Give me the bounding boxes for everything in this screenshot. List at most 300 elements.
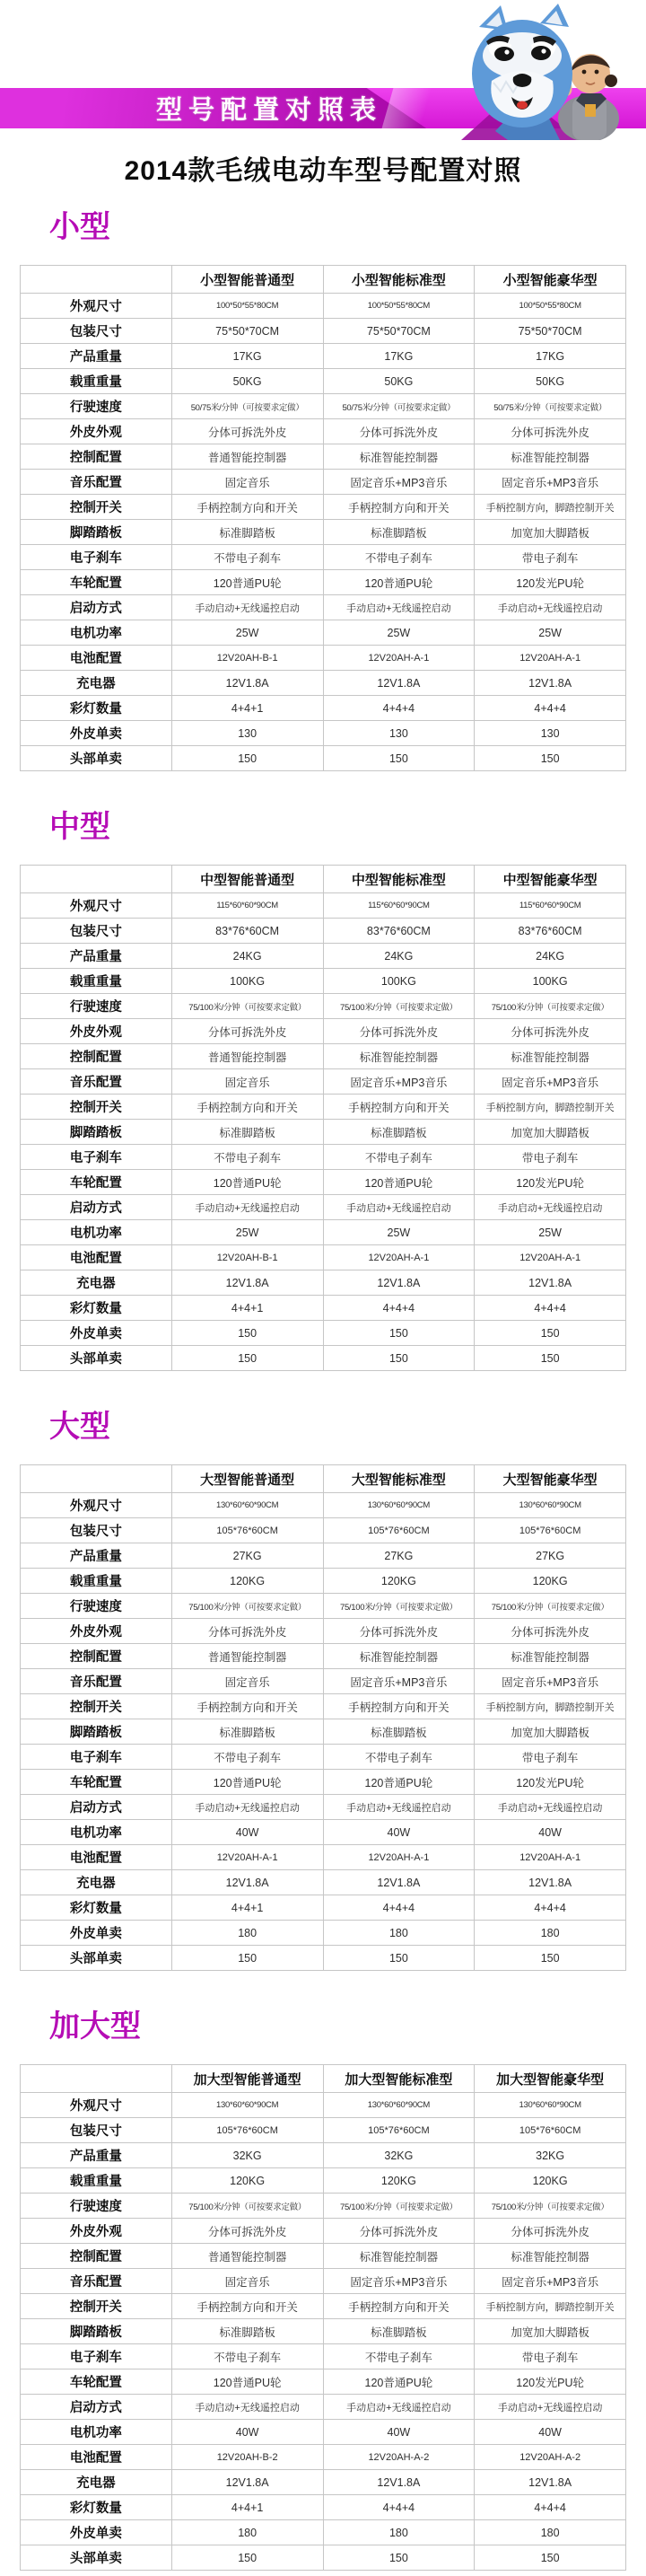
table-row bbox=[21, 919, 626, 944]
table-row bbox=[21, 1270, 626, 1296]
spec-cell: 130*60*60*90CM bbox=[475, 2093, 626, 2118]
spec-cell: 40W bbox=[475, 1820, 626, 1845]
spec-row-label: 外皮单卖 bbox=[21, 1921, 172, 1946]
model-column-header: 中型智能普通型 bbox=[171, 866, 323, 893]
table-row bbox=[21, 495, 626, 520]
table-row bbox=[21, 545, 626, 570]
spec-cell: 分体可拆洗外皮 bbox=[323, 2219, 475, 2244]
spec-cell: 100*50*55*80CM bbox=[171, 294, 323, 319]
spec-cell: 普通智能控制器 bbox=[171, 2244, 323, 2269]
spec-cell: 105*76*60CM bbox=[323, 1518, 475, 1543]
table-row bbox=[21, 2520, 626, 2545]
spec-cell: 12V20AH-A-1 bbox=[475, 1845, 626, 1870]
spec-row-label: 脚踏踏板 bbox=[21, 1719, 172, 1745]
spec-cell: 分体可拆洗外皮 bbox=[323, 1619, 475, 1644]
spec-row-label: 外皮单卖 bbox=[21, 721, 172, 746]
table-row bbox=[21, 520, 626, 545]
model-column-header: 大型智能豪华型 bbox=[475, 1465, 626, 1493]
model-column-header: 小型智能标准型 bbox=[323, 266, 475, 294]
spec-cell: 120KG bbox=[171, 1569, 323, 1594]
spec-row-label: 控制开关 bbox=[21, 1694, 172, 1719]
spec-row-label: 外观尺寸 bbox=[21, 294, 172, 319]
spec-cell: 12V1.8A bbox=[171, 671, 323, 696]
spec-cell: 75/100米/分钟（可按要求定做） bbox=[475, 1594, 626, 1619]
spec-cell: 75*50*70CM bbox=[171, 319, 323, 344]
spec-cell: 120KG bbox=[475, 1569, 626, 1594]
spec-cell: 12V20AH-B-1 bbox=[171, 646, 323, 671]
spec-cell: 120KG bbox=[171, 2168, 323, 2194]
spec-row-label: 外皮外观 bbox=[21, 1619, 172, 1644]
spec-cell: 手动启动+无线遥控启动 bbox=[323, 1795, 475, 1820]
spec-cell: 12V20AH-A-1 bbox=[323, 646, 475, 671]
spec-row-label: 行驶速度 bbox=[21, 2194, 172, 2219]
spec-cell: 25W bbox=[171, 1220, 323, 1245]
spec-cell: 120普通PU轮 bbox=[323, 1770, 475, 1795]
spec-cell: 固定音乐+MP3音乐 bbox=[475, 1069, 626, 1095]
spec-cell: 17KG bbox=[323, 344, 475, 369]
spec-cell: 120发光PU轮 bbox=[475, 1770, 626, 1795]
spec-row-label: 控制开关 bbox=[21, 2294, 172, 2319]
spec-cell: 100KG bbox=[475, 969, 626, 994]
spec-cell: 分体可拆洗外皮 bbox=[171, 1619, 323, 1644]
model-column-header: 中型智能豪华型 bbox=[475, 866, 626, 893]
spec-cell: 130*60*60*90CM bbox=[475, 1493, 626, 1518]
table-row bbox=[21, 746, 626, 771]
spec-cell: 标准脚踏板 bbox=[323, 520, 475, 545]
spec-row-label: 产品重量 bbox=[21, 2143, 172, 2168]
spec-cell: 普通智能控制器 bbox=[171, 1044, 323, 1069]
spec-cell: 4+4+4 bbox=[323, 1895, 475, 1921]
spec-cell: 标准智能控制器 bbox=[323, 2244, 475, 2269]
spec-row-label: 脚踏踏板 bbox=[21, 1120, 172, 1145]
spec-cell: 105*76*60CM bbox=[171, 1518, 323, 1543]
spec-cell: 75*50*70CM bbox=[475, 319, 626, 344]
spec-cell: 180 bbox=[475, 1921, 626, 1946]
spec-cell: 40W bbox=[171, 1820, 323, 1845]
spec-cell: 27KG bbox=[323, 1543, 475, 1569]
spec-cell: 75/100米/分钟（可按要求定做） bbox=[475, 994, 626, 1019]
spec-cell: 4+4+4 bbox=[323, 1296, 475, 1321]
spec-row-label: 控制开关 bbox=[21, 1095, 172, 1120]
table-row bbox=[21, 1145, 626, 1170]
model-column-header: 中型智能标准型 bbox=[323, 866, 475, 893]
page-title: 2014款毛绒电动车型号配置对照 bbox=[124, 156, 522, 186]
spec-row-label: 控制配置 bbox=[21, 2244, 172, 2269]
table-row bbox=[21, 1745, 626, 1770]
spec-row-label: 产品重量 bbox=[21, 944, 172, 969]
table-row bbox=[21, 1619, 626, 1644]
spec-cell: 130*60*60*90CM bbox=[171, 2093, 323, 2118]
table-row bbox=[21, 1245, 626, 1270]
spec-cell: 150 bbox=[171, 746, 323, 771]
spec-row-label: 彩灯数量 bbox=[21, 1296, 172, 1321]
spec-cell: 75/100米/分钟（可按要求定做） bbox=[323, 2194, 475, 2219]
spec-row-label: 电机功率 bbox=[21, 2420, 172, 2445]
spec-row-label: 充电器 bbox=[21, 671, 172, 696]
spec-cell: 固定音乐+MP3音乐 bbox=[323, 1669, 475, 1694]
table-row bbox=[21, 419, 626, 444]
spec-cell: 不带电子刹车 bbox=[323, 1745, 475, 1770]
spec-row-label: 外皮外观 bbox=[21, 1019, 172, 1044]
table-row bbox=[21, 994, 626, 1019]
spec-cell: 带电子刹车 bbox=[475, 1745, 626, 1770]
table-row bbox=[21, 1770, 626, 1795]
spec-cell: 32KG bbox=[475, 2143, 626, 2168]
corner-cell bbox=[21, 866, 172, 893]
corner-cell bbox=[21, 266, 172, 294]
spec-row-label: 控制配置 bbox=[21, 1044, 172, 1069]
spec-cell: 12V1.8A bbox=[323, 1270, 475, 1296]
spec-cell: 150 bbox=[323, 2545, 475, 2571]
spec-cell: 120普通PU轮 bbox=[171, 570, 323, 595]
table-row bbox=[21, 1946, 626, 1971]
spec-row-label: 车轮配置 bbox=[21, 1770, 172, 1795]
spec-cell: 12V20AH-B-2 bbox=[171, 2445, 323, 2470]
spec-cell: 120KG bbox=[323, 1569, 475, 1594]
spec-cell: 100KG bbox=[323, 969, 475, 994]
table-row bbox=[21, 1095, 626, 1120]
spec-cell: 120发光PU轮 bbox=[475, 1170, 626, 1195]
table-row bbox=[21, 2319, 626, 2344]
spec-cell: 标准脚踏板 bbox=[323, 2319, 475, 2344]
spec-cell: 手动启动+无线遥控启动 bbox=[475, 1195, 626, 1220]
table-row bbox=[21, 2470, 626, 2495]
spec-cell: 加宽加大脚踏板 bbox=[475, 520, 626, 545]
spec-cell: 150 bbox=[171, 1346, 323, 1371]
spec-row-label: 载重重量 bbox=[21, 2168, 172, 2194]
spec-cell: 12V1.8A bbox=[323, 2470, 475, 2495]
spec-cell: 手柄控制方向，脚踏控制开关 bbox=[475, 495, 626, 520]
spec-row-label: 音乐配置 bbox=[21, 1069, 172, 1095]
spec-row-label: 音乐配置 bbox=[21, 470, 172, 495]
table-row bbox=[21, 2369, 626, 2395]
spec-cell: 50/75米/分钟（可按要求定做） bbox=[323, 394, 475, 419]
spec-row-label: 彩灯数量 bbox=[21, 1895, 172, 1921]
spec-cell: 24KG bbox=[323, 944, 475, 969]
table-header-row bbox=[21, 266, 626, 294]
spec-cell: 75/100米/分钟（可按要求定做） bbox=[171, 2194, 323, 2219]
spec-section bbox=[0, 807, 646, 1371]
spec-cell: 带电子刹车 bbox=[475, 545, 626, 570]
table-header-row bbox=[21, 2065, 626, 2093]
model-column-header: 小型智能豪华型 bbox=[475, 266, 626, 294]
spec-cell: 12V1.8A bbox=[171, 1870, 323, 1895]
spec-cell: 4+4+4 bbox=[475, 1895, 626, 1921]
model-column-header: 大型智能标准型 bbox=[323, 1465, 475, 1493]
spec-cell: 4+4+4 bbox=[323, 2495, 475, 2520]
spec-cell: 标准脚踏板 bbox=[171, 520, 323, 545]
spec-cell: 120KG bbox=[323, 2168, 475, 2194]
table-row bbox=[21, 2445, 626, 2470]
table-header-row bbox=[21, 866, 626, 893]
spec-cell: 不带电子刹车 bbox=[171, 2344, 323, 2369]
spec-row-label: 外观尺寸 bbox=[21, 1493, 172, 1518]
spec-cell: 120普通PU轮 bbox=[171, 1770, 323, 1795]
spec-row-label: 车轮配置 bbox=[21, 1170, 172, 1195]
spec-cell: 标准智能控制器 bbox=[475, 1644, 626, 1669]
spec-row-label: 控制配置 bbox=[21, 444, 172, 470]
table-row bbox=[21, 1195, 626, 1220]
spec-cell: 分体可拆洗外皮 bbox=[475, 1619, 626, 1644]
table-row bbox=[21, 2118, 626, 2143]
spec-row-label: 电机功率 bbox=[21, 1220, 172, 1245]
table-row bbox=[21, 344, 626, 369]
spec-cell: 17KG bbox=[171, 344, 323, 369]
spec-cell: 25W bbox=[475, 620, 626, 646]
spec-cell: 130 bbox=[171, 721, 323, 746]
spec-cell: 50KG bbox=[475, 369, 626, 394]
spec-cell: 手动启动+无线遥控启动 bbox=[475, 2395, 626, 2420]
spec-cell: 固定音乐+MP3音乐 bbox=[475, 470, 626, 495]
table-row bbox=[21, 2143, 626, 2168]
table-row bbox=[21, 1220, 626, 1245]
spec-cell: 不带电子刹车 bbox=[323, 1145, 475, 1170]
spec-cell: 标准脚踏板 bbox=[323, 1719, 475, 1745]
table-row bbox=[21, 1594, 626, 1619]
table-row bbox=[21, 1346, 626, 1371]
spec-row-label: 电子刹车 bbox=[21, 1145, 172, 1170]
spec-row-label: 彩灯数量 bbox=[21, 2495, 172, 2520]
spec-cell: 17KG bbox=[475, 344, 626, 369]
spec-cell: 75/100米/分钟（可按要求定做） bbox=[171, 994, 323, 1019]
spec-row-label: 充电器 bbox=[21, 1270, 172, 1296]
spec-cell: 手柄控制方向和开关 bbox=[171, 495, 323, 520]
table-row bbox=[21, 893, 626, 919]
spec-cell: 4+4+1 bbox=[171, 696, 323, 721]
spec-cell: 50KG bbox=[171, 369, 323, 394]
spec-cell: 40W bbox=[171, 2420, 323, 2445]
section-heading: 加大型 bbox=[49, 2009, 141, 2044]
spec-cell: 固定音乐+MP3音乐 bbox=[323, 2269, 475, 2294]
spec-cell: 不带电子刹车 bbox=[171, 1745, 323, 1770]
spec-cell: 75/100米/分钟（可按要求定做） bbox=[475, 2194, 626, 2219]
spec-cell: 25W bbox=[475, 1220, 626, 1245]
spec-cell: 150 bbox=[323, 1346, 475, 1371]
spec-cell: 130*60*60*90CM bbox=[323, 1493, 475, 1518]
table-row bbox=[21, 1870, 626, 1895]
table-row bbox=[21, 2168, 626, 2194]
table-row bbox=[21, 2244, 626, 2269]
spec-table bbox=[20, 865, 626, 1371]
spec-row-label: 控制开关 bbox=[21, 495, 172, 520]
banner-title: 型号配置对照表 bbox=[155, 96, 382, 125]
spec-cell: 12V20AH-A-1 bbox=[171, 1845, 323, 1870]
table-row bbox=[21, 2420, 626, 2445]
section-heading: 中型 bbox=[49, 810, 110, 844]
table-row bbox=[21, 1795, 626, 1820]
spec-cell: 75*50*70CM bbox=[323, 319, 475, 344]
table-row bbox=[21, 969, 626, 994]
spec-row-label: 充电器 bbox=[21, 2470, 172, 2495]
spec-cell: 带电子刹车 bbox=[475, 1145, 626, 1170]
spec-cell: 75/100米/分钟（可按要求定做） bbox=[323, 994, 475, 1019]
spec-cell: 手动启动+无线遥控启动 bbox=[323, 595, 475, 620]
spec-cell: 分体可拆洗外皮 bbox=[475, 419, 626, 444]
spec-cell: 120普通PU轮 bbox=[171, 2369, 323, 2395]
spec-cell: 50/75米/分钟（可按要求定做） bbox=[475, 394, 626, 419]
model-column-header: 大型智能普通型 bbox=[171, 1465, 323, 1493]
spec-cell: 40W bbox=[323, 2420, 475, 2445]
table-row bbox=[21, 1644, 626, 1669]
spec-cell: 180 bbox=[171, 2520, 323, 2545]
spec-cell: 分体可拆洗外皮 bbox=[475, 2219, 626, 2244]
spec-cell: 24KG bbox=[475, 944, 626, 969]
spec-cell: 83*76*60CM bbox=[323, 919, 475, 944]
table-row bbox=[21, 671, 626, 696]
spec-table bbox=[20, 2064, 626, 2571]
spec-cell: 普通智能控制器 bbox=[171, 444, 323, 470]
spec-cell: 加宽加大脚踏板 bbox=[475, 2319, 626, 2344]
spec-cell: 标准智能控制器 bbox=[475, 1044, 626, 1069]
page-header bbox=[0, 0, 646, 128]
spec-cell: 不带电子刹车 bbox=[323, 545, 475, 570]
spec-cell: 分体可拆洗外皮 bbox=[171, 1019, 323, 1044]
spec-cell: 130 bbox=[475, 721, 626, 746]
spec-cell: 12V1.8A bbox=[475, 2470, 626, 2495]
spec-cell: 75/100米/分钟（可按要求定做） bbox=[323, 1594, 475, 1619]
spec-cell: 12V1.8A bbox=[475, 1870, 626, 1895]
spec-cell: 150 bbox=[323, 1321, 475, 1346]
table-row bbox=[21, 2093, 626, 2118]
spec-cell: 标准脚踏板 bbox=[323, 1120, 475, 1145]
spec-cell: 180 bbox=[475, 2520, 626, 2545]
spec-cell: 标准智能控制器 bbox=[475, 2244, 626, 2269]
table-header-row bbox=[21, 1465, 626, 1493]
spec-cell: 固定音乐+MP3音乐 bbox=[475, 1669, 626, 1694]
spec-cell: 手柄控制方向和开关 bbox=[171, 2294, 323, 2319]
spec-cell: 115*60*60*90CM bbox=[171, 893, 323, 919]
spec-cell: 150 bbox=[475, 1946, 626, 1971]
spec-cell: 150 bbox=[171, 1321, 323, 1346]
spec-cell: 分体可拆洗外皮 bbox=[475, 1019, 626, 1044]
spec-row-label: 包装尺寸 bbox=[21, 2118, 172, 2143]
table-row bbox=[21, 444, 626, 470]
spec-row-label: 车轮配置 bbox=[21, 570, 172, 595]
spec-row-label: 头部单卖 bbox=[21, 2545, 172, 2571]
spec-cell: 标准脚踏板 bbox=[171, 2319, 323, 2344]
spec-cell: 115*60*60*90CM bbox=[323, 893, 475, 919]
spec-row-label: 电机功率 bbox=[21, 1820, 172, 1845]
spec-cell: 固定音乐+MP3音乐 bbox=[323, 470, 475, 495]
table-row bbox=[21, 294, 626, 319]
spec-cell: 27KG bbox=[475, 1543, 626, 1569]
spec-row-label: 启动方式 bbox=[21, 2395, 172, 2420]
spec-cell: 150 bbox=[475, 1346, 626, 1371]
spec-cell: 12V20AH-A-1 bbox=[323, 1245, 475, 1270]
table-row bbox=[21, 1719, 626, 1745]
spec-cell: 带电子刹车 bbox=[475, 2344, 626, 2369]
spec-cell: 12V1.8A bbox=[475, 1270, 626, 1296]
spec-section bbox=[0, 1407, 646, 1971]
spec-cell: 12V20AH-A-2 bbox=[475, 2445, 626, 2470]
spec-cell: 150 bbox=[475, 1321, 626, 1346]
spec-cell: 115*60*60*90CM bbox=[475, 893, 626, 919]
spec-cell: 手动启动+无线遥控启动 bbox=[475, 595, 626, 620]
table-row bbox=[21, 2219, 626, 2244]
spec-row-label: 启动方式 bbox=[21, 1195, 172, 1220]
spec-cell: 32KG bbox=[323, 2143, 475, 2168]
spec-row-label: 产品重量 bbox=[21, 344, 172, 369]
table-row bbox=[21, 470, 626, 495]
table-row bbox=[21, 2395, 626, 2420]
spec-row-label: 外皮外观 bbox=[21, 419, 172, 444]
spec-row-label: 外观尺寸 bbox=[21, 2093, 172, 2118]
spec-row-label: 头部单卖 bbox=[21, 1346, 172, 1371]
spec-row-label: 电子刹车 bbox=[21, 2344, 172, 2369]
table-row bbox=[21, 595, 626, 620]
spec-cell: 4+4+1 bbox=[171, 2495, 323, 2520]
spec-cell: 固定音乐+MP3音乐 bbox=[475, 2269, 626, 2294]
table-row bbox=[21, 2294, 626, 2319]
spec-cell: 手动启动+无线遥控启动 bbox=[323, 2395, 475, 2420]
table-row bbox=[21, 1120, 626, 1145]
spec-cell: 手柄控制方向和开关 bbox=[171, 1095, 323, 1120]
spec-row-label: 音乐配置 bbox=[21, 1669, 172, 1694]
model-column-header: 小型智能普通型 bbox=[171, 266, 323, 294]
spec-cell: 50KG bbox=[323, 369, 475, 394]
spec-cell: 分体可拆洗外皮 bbox=[323, 419, 475, 444]
spec-row-label: 包装尺寸 bbox=[21, 319, 172, 344]
spec-cell: 12V20AH-A-1 bbox=[475, 646, 626, 671]
spec-row-label: 载重重量 bbox=[21, 369, 172, 394]
spec-cell: 手柄控制方向，脚踏控制开关 bbox=[475, 2294, 626, 2319]
spec-row-label: 行驶速度 bbox=[21, 394, 172, 419]
spec-cell: 83*76*60CM bbox=[475, 919, 626, 944]
spec-cell: 40W bbox=[475, 2420, 626, 2445]
spec-cell: 手动启动+无线遥控启动 bbox=[171, 595, 323, 620]
spec-cell: 标准智能控制器 bbox=[475, 444, 626, 470]
spec-cell: 分体可拆洗外皮 bbox=[171, 419, 323, 444]
spec-cell: 固定音乐 bbox=[171, 470, 323, 495]
spec-cell: 25W bbox=[323, 1220, 475, 1245]
spec-cell: 120KG bbox=[475, 2168, 626, 2194]
spec-row-label: 车轮配置 bbox=[21, 2369, 172, 2395]
spec-row-label: 电池配置 bbox=[21, 1245, 172, 1270]
spec-cell: 手动启动+无线遥控启动 bbox=[323, 1195, 475, 1220]
table-row bbox=[21, 2194, 626, 2219]
spec-cell: 普通智能控制器 bbox=[171, 1644, 323, 1669]
spec-cell: 25W bbox=[323, 620, 475, 646]
spec-row-label: 充电器 bbox=[21, 1870, 172, 1895]
spec-cell: 120发光PU轮 bbox=[475, 570, 626, 595]
table-row bbox=[21, 2344, 626, 2369]
spec-row-label: 电子刹车 bbox=[21, 545, 172, 570]
spec-cell: 加宽加大脚踏板 bbox=[475, 1120, 626, 1145]
spec-row-label: 载重重量 bbox=[21, 1569, 172, 1594]
spec-cell: 24KG bbox=[171, 944, 323, 969]
spec-section bbox=[0, 2007, 646, 2571]
spec-cell: 手柄控制方向和开关 bbox=[323, 495, 475, 520]
table-row bbox=[21, 1569, 626, 1594]
spec-cell: 手柄控制方向和开关 bbox=[171, 1694, 323, 1719]
spec-cell: 12V20AH-A-1 bbox=[323, 1845, 475, 1870]
spec-row-label: 行驶速度 bbox=[21, 994, 172, 1019]
spec-cell: 150 bbox=[475, 746, 626, 771]
spec-cell: 12V1.8A bbox=[323, 671, 475, 696]
spec-cell: 120普通PU轮 bbox=[323, 1170, 475, 1195]
spec-row-label: 产品重量 bbox=[21, 1543, 172, 1569]
spec-cell: 手柄控制方向和开关 bbox=[323, 1694, 475, 1719]
spec-row-label: 外皮外观 bbox=[21, 2219, 172, 2244]
spec-row-label: 包装尺寸 bbox=[21, 1518, 172, 1543]
spec-cell: 150 bbox=[323, 1946, 475, 1971]
spec-cell: 12V20AH-B-1 bbox=[171, 1245, 323, 1270]
spec-cell: 180 bbox=[323, 2520, 475, 2545]
spec-cell: 12V20AH-A-2 bbox=[323, 2445, 475, 2470]
table-row bbox=[21, 1820, 626, 1845]
spec-cell: 不带电子刹车 bbox=[171, 1145, 323, 1170]
spec-cell: 25W bbox=[171, 620, 323, 646]
